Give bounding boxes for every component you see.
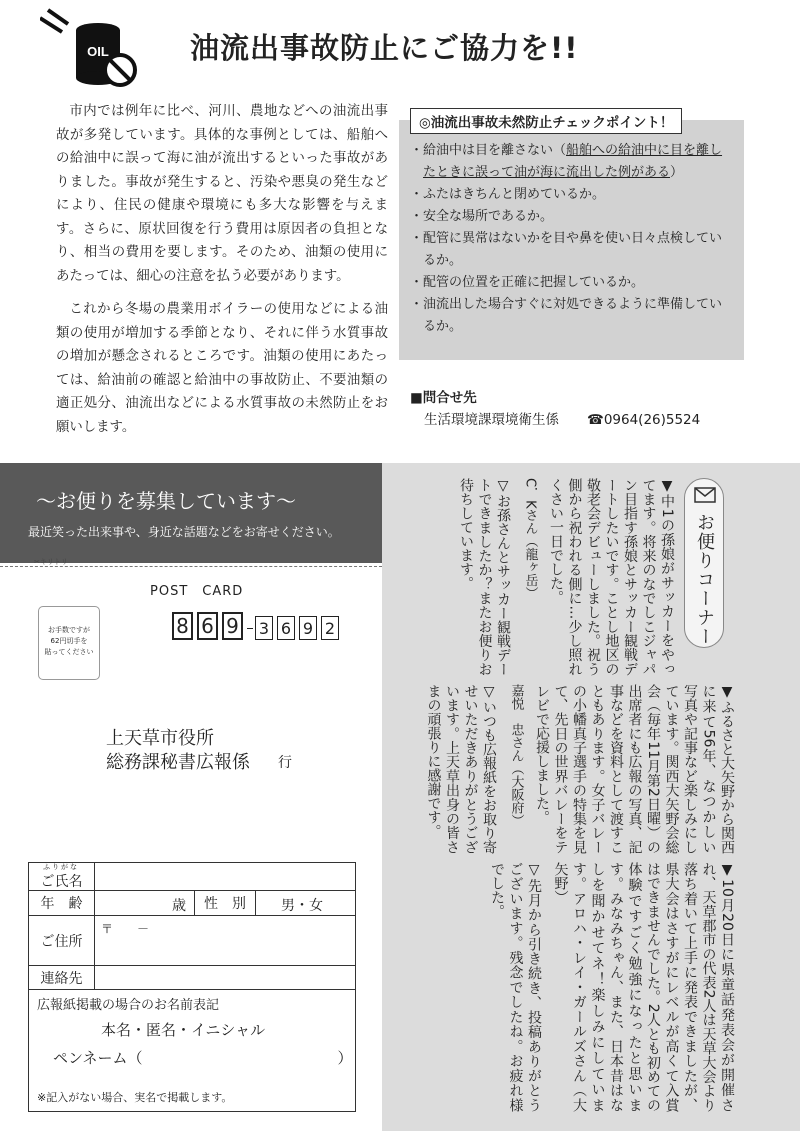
letter-text: ▼中1の孫娘がサッカーをやってます。将来のなでしこジャパン目指す孫娘とサッカー観戦デートしたいです。ことし地区の敬老会デビューしました。祝う側から祝われる側に…少し照れくさい一日でした。 [548, 478, 675, 676]
form-note: ※記入がない場合、実名で掲載します。 [37, 1091, 233, 1104]
letter-1 [394, 478, 676, 676]
zip-dash [247, 628, 253, 629]
letter-reply: ▽お孫さんとサッカー観戦デートできましたか？またお便りお待ちしています。 [458, 478, 511, 676]
sex-label: 性 別 [194, 891, 256, 915]
stamp-box: お手数ですが 62円切手を 貼ってください [38, 606, 100, 680]
oil-label: OIL [87, 44, 109, 59]
zip-digit: 6 [277, 616, 295, 640]
recipient-line1: 上天草市役所 [106, 728, 214, 749]
envelope-icon [694, 487, 716, 503]
letter-3 [394, 862, 736, 1112]
zip-digit: 2 [321, 616, 339, 640]
letter-signature: 嘉悦 忠さん（大阪府） [508, 684, 524, 827]
postcard-band-title: 〜お便りを募集しています〜 [36, 489, 296, 513]
name-row[interactable] [29, 863, 355, 891]
letter-text: ▼ふるさと大矢野から関西に来て56年、なつかしい写真や記事など楽しみにしています。関西大矢野会総会（毎年11月第2日曜）の出席者にも広報の写真、記事などを資料として渡すこともあります。女子バレーの小幡真子選手の特集を見て、先日の世界バレーをテレビで応援しました。 [534, 684, 735, 854]
cut-label: ✂キリトリ [34, 558, 68, 566]
furigana-label: ふりがな [43, 863, 79, 871]
checklist-example: 船舶への給油中に目を離したときに誤って油が海に流出した例がある [423, 143, 723, 180]
cut-line [0, 566, 382, 567]
postcard-band-subtitle: 最近笑った出来事や、身近な話題などをお寄せください。 [28, 525, 340, 539]
contact-label: 連絡先 [29, 966, 95, 989]
checklist-item: ・ 配管に異常はないかを目や鼻を使い日々点検しているか。 [410, 228, 733, 272]
checklist-item: ・ 安全な場所であるか。 [410, 206, 733, 228]
letters-corner-title-box [684, 478, 724, 648]
name-label: ふりがな ご氏名 [29, 863, 95, 890]
zip-digit: 3 [255, 616, 273, 640]
publish-heading: 広報紙掲載の場合のお名前表記 [37, 998, 220, 1013]
address-row[interactable] [29, 916, 355, 966]
intro-text [56, 100, 388, 449]
letter-text: ▼10月20日に県童話発表会が開催され、天草郡市の代表2人は天草大会より落ち着いて上手に発表できましたが、県大会はさすがにレベルが高くて入賞はできませんでした。2人とも初めての体験ですごく勉強になったと思います。みなみちゃん、また、日本昔はなしを聞かせてネ！楽しみにしています。アロハ・レイ・ガールズさん（大矢野） [552, 862, 735, 1112]
letter-signature: C．Kさん（龍ヶ岳） [522, 478, 538, 600]
checklist-box [400, 115, 733, 338]
checklist [400, 140, 733, 338]
checklist-item: ・ 給油中は目を離さない（船舶への給油中に目を離したときに誤って油が海に流出した例がある） [410, 140, 733, 184]
postcard-form [28, 862, 356, 1112]
recipient-line2: 総務課秘書広報係 [106, 752, 250, 773]
zip-digit: 8 [172, 612, 193, 640]
contact-heading: ■問合せ先 [410, 390, 477, 406]
oil-barrel-icon [40, 8, 140, 90]
intro-paragraph: 市内では例年に比べ、河川、農地などへの油流出事故が多発しています。具体的な事例としては、船舶への給油中に誤って海に油が流出するといった事故がありました。事故が発生すると、汚染や悪臭の発生などにより、住民の健康や環境にも多大な影響を与えます。さらに、原状回復を行う費用は原因者の負担となり、相当の費用を要します。そのため、油類の使用にあたっては、細心の注意を払う必要があります。 [56, 104, 388, 284]
publish-options[interactable]: 本名・匿名・イニシャル [101, 1021, 266, 1039]
letter-reply: ▽先月から引き続き、投稿ありがとうございます。残念でしたね。お疲れ様でした。 [489, 862, 542, 1112]
zip-code-boxes [172, 612, 343, 640]
contact-dept: 生活環境課環境衛生係 [424, 412, 559, 428]
penname-field[interactable]: ペンネーム（ ） [53, 1049, 353, 1067]
contact-row[interactable] [29, 966, 355, 990]
contact-phone: ☎0964(26)5524 [587, 412, 701, 428]
recipient-suffix: 行 [278, 755, 292, 771]
age-label: 年 齢 [29, 891, 95, 915]
sex-options[interactable]: 男・女 [281, 898, 323, 914]
zip-digit: 9 [299, 616, 317, 640]
checklist-item: ・ ふたはきちんと閉めているか。 [410, 184, 733, 206]
age-unit: 歳 [172, 898, 186, 914]
zip-digit: 9 [222, 612, 243, 640]
page-title: 油流出事故防止にご協力を!! [190, 31, 579, 65]
letter-2 [394, 684, 736, 854]
contact-info [424, 408, 700, 428]
address-label: ご住所 [29, 916, 95, 965]
age-sex-row [29, 891, 355, 916]
intro-paragraph: これから冬場の農業用ボイラーの使用などによる油類の使用が増加する季節となり、それに伴う水質事故の増加が懸念されるところです。油類の使用にあたっては、給油前の確認と給油中の事故防止、不要油類の適正処分、油流出などによる水質事故の未然防止をお願いします。 [56, 302, 388, 435]
checklist-title: ◎油流出事故未然防止チェックポイント！ [410, 108, 682, 134]
zip-digit: 6 [197, 612, 218, 640]
letters-corner-title: お便りコーナー [694, 513, 715, 646]
address-postal: 〒 － [101, 922, 150, 936]
checklist-item: ・ 油流出した場合すぐに対処できるように準備しているか。 [410, 294, 733, 338]
checklist-item: ・ 配管の位置を正確に把握しているか。 [410, 272, 733, 294]
postcard-label: POST CARD [150, 584, 244, 599]
letter-reply: ▽いつも広報紙をお取り寄せいただきありがとうございます。上天草出身の皆さまの頑張りに感謝です。 [425, 684, 497, 854]
